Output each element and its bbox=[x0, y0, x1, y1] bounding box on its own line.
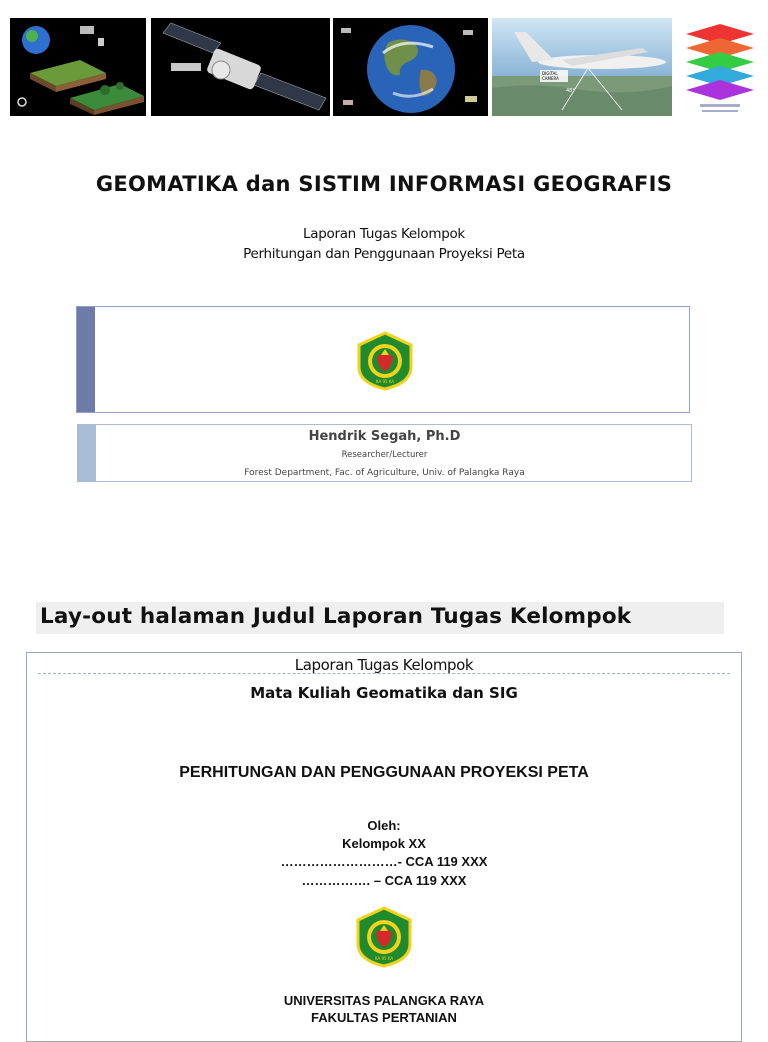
subtitle-report-type: Laporan Tugas Kelompok bbox=[303, 226, 465, 242]
cover-course: Mata Kuliah Geomatika dan SIG bbox=[250, 684, 518, 702]
accent-bar bbox=[77, 307, 95, 412]
logo-motto: KA 95 KA bbox=[375, 379, 395, 384]
cover-report-title: PERHITUNGAN DAN PENGGUNAAN PROYEKSI PETA bbox=[179, 764, 589, 781]
layout-section-heading bbox=[36, 602, 724, 634]
author-box bbox=[77, 424, 692, 482]
svg-text:DIGITAL: DIGITAL bbox=[542, 71, 558, 76]
cover-university-logo bbox=[352, 906, 416, 972]
page-title: GEOMATIKA dan SISTIM INFORMASI GEOGRAFIS bbox=[95, 172, 673, 196]
cover-logo-motto: KA 95 KA bbox=[374, 956, 394, 961]
cover-by-label: Oleh: bbox=[367, 818, 401, 833]
satellite-image bbox=[151, 18, 330, 116]
gis-tiles-image bbox=[10, 18, 146, 116]
author-role: Researcher/Lecturer bbox=[341, 450, 428, 460]
cover-member-1: ………………………- CCA 119 XXX bbox=[280, 854, 488, 869]
svg-text:CAMERA: CAMERA bbox=[542, 76, 559, 81]
subtitle-topic: Perhitungan dan Penggunaan Proyeksi Peta bbox=[243, 246, 525, 262]
earth-image bbox=[333, 18, 488, 116]
author-department: Forest Department, Fac. of Agriculture, Univ. of Palangka Raya bbox=[244, 468, 525, 478]
cover-group: Kelompok XX bbox=[342, 836, 426, 851]
cover-member-2: ……………. – CCA 119 XXX bbox=[301, 873, 467, 888]
layout-heading-text: Lay-out halaman Judul Laporan Tugas Kelompok bbox=[40, 604, 632, 629]
cover-faculty: FAKULTAS PERTANIAN bbox=[311, 1010, 457, 1025]
aircraft-camera-image bbox=[492, 18, 672, 116]
university-logo bbox=[353, 331, 417, 395]
map-layers-image bbox=[680, 18, 760, 116]
author-name: Hendrik Segah, Ph.D bbox=[308, 429, 461, 444]
cover-report-type: Laporan Tugas Kelompok bbox=[294, 656, 474, 674]
logo-box bbox=[76, 306, 690, 413]
svg-text:48°: 48° bbox=[566, 88, 575, 94]
cover-university: UNIVERSITAS PALANGKA RAYA bbox=[283, 993, 485, 1008]
